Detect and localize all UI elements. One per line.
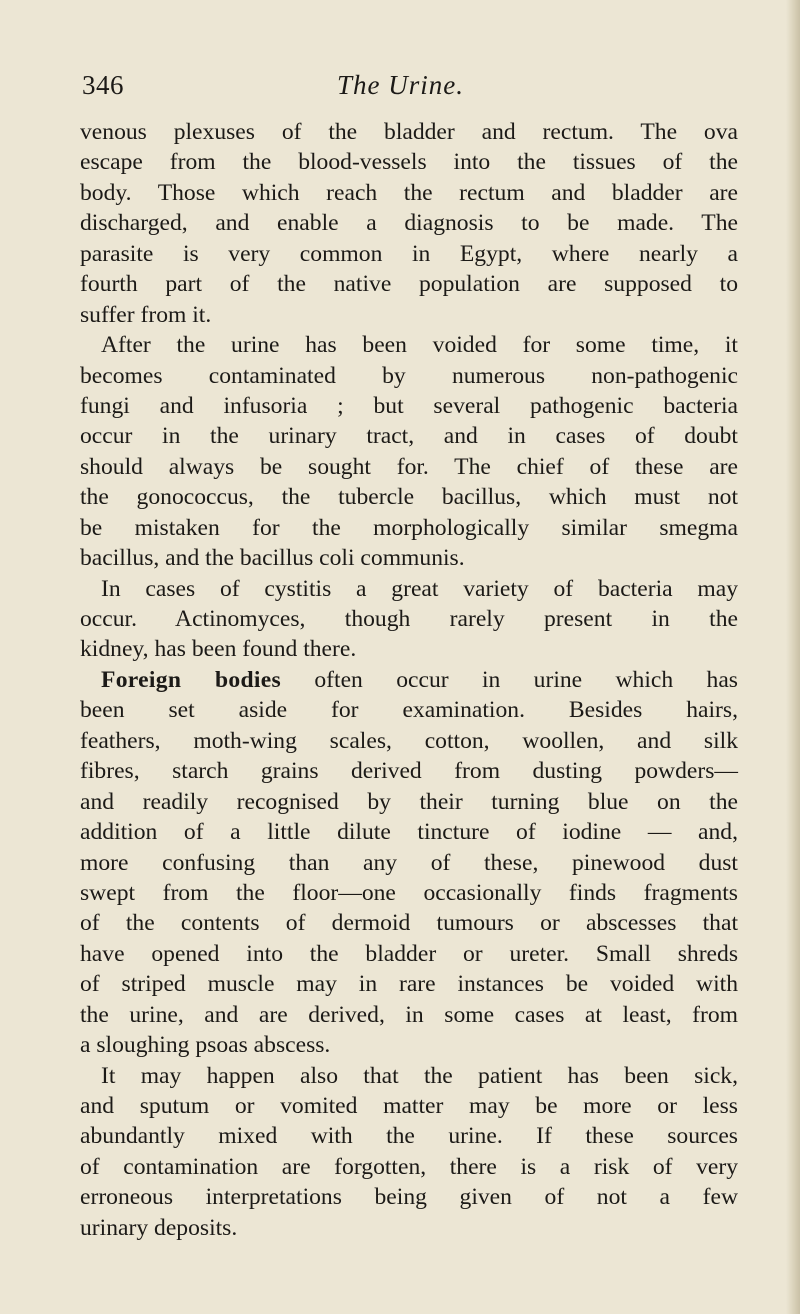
body-text <box>80 117 738 1243</box>
text-line: more confusing than any of these, pinewood dust <box>80 849 738 876</box>
text-line: It may happen also that the patient has been sick, <box>101 1062 738 1089</box>
text-line: the gonococcus, the tubercle bacillus, which must not <box>80 484 738 511</box>
text-line: abundantly mixed with the urine. If these sources <box>80 1123 738 1150</box>
text-line: erroneous interpretations being given of not a few <box>80 1184 738 1211</box>
text-line: suffer from it. <box>80 301 212 328</box>
text-line: fibres, starch grains derived from dusting powders— <box>80 758 738 785</box>
text-line: the urine, and are derived, in some cases at least, from <box>80 1001 738 1028</box>
text-line: of striped muscle may in rare instances be voided with <box>80 971 738 998</box>
text-line: escape from the blood-vessels into the tissues of the <box>80 149 738 176</box>
text-line: fungi and infusoria ; but several pathogenic bacteria <box>80 392 738 419</box>
text-line: of contamination are forgotten, there is a risk of very <box>80 1153 738 1180</box>
text-line: and sputum or vomited matter may be more or less <box>80 1093 738 1119</box>
text-line: occur in the urinary tract, and in cases of doubt <box>80 423 738 450</box>
text-line: swept from the floor—one occasionally finds fragments <box>80 879 738 906</box>
text-line: and readily recognised by their turning blue on the <box>80 788 738 815</box>
text-line: kidney, has been found there. <box>80 636 357 663</box>
text-line: parasite is very common in Egypt, where nearly a <box>80 240 738 267</box>
text-line-rest: often occur in urine which has <box>314 666 738 693</box>
text-line: a sloughing psoas abscess. <box>80 1032 331 1059</box>
text-line: have opened into the bladder or ureter. Small shreds <box>80 940 738 967</box>
text-line: urinary deposits. <box>80 1214 238 1241</box>
page-edge-shadow <box>786 0 800 1314</box>
text-line: occur. Actinomyces, though rarely present in the <box>80 606 738 632</box>
text-line: bacillus, and the bacillus coli communis. <box>80 545 465 572</box>
text-line: discharged, and enable a diagnosis to be made. The <box>80 210 738 237</box>
text-line: be mistaken for the morphologically similar smegma <box>80 514 738 541</box>
text-line: fourth part of the native population are supposed to <box>80 271 738 298</box>
text-line: After the urine has been voided for some time, it <box>101 332 738 359</box>
page-header <box>82 70 742 110</box>
page-number: 346 <box>82 70 124 100</box>
text-line: body. Those which reach the rectum and bladder are <box>80 179 738 206</box>
bold-lead-text: Foreign bodies <box>101 666 282 693</box>
running-head: The Urine. <box>337 70 464 100</box>
text-line-with-bold-lead <box>80 665 738 695</box>
text-line: In cases of cystitis a great variety of bacteria may <box>101 575 738 602</box>
text-line: should always be sought for. The chief of these are <box>80 453 738 480</box>
text-line: of the contents of dermoid tumours or abscesses that <box>80 910 738 937</box>
text-line: been set aside for examination. Besides hairs, <box>80 697 738 724</box>
text-line: addition of a little dilute tincture of iodine — and, <box>80 819 738 846</box>
text-line: becomes contaminated by numerous non-pathogenic <box>80 362 738 389</box>
text-line: feathers, moth-wing scales, cotton, woollen, and silk <box>80 727 738 754</box>
text-line: venous plexuses of the bladder and rectum. The ova <box>80 119 738 145</box>
